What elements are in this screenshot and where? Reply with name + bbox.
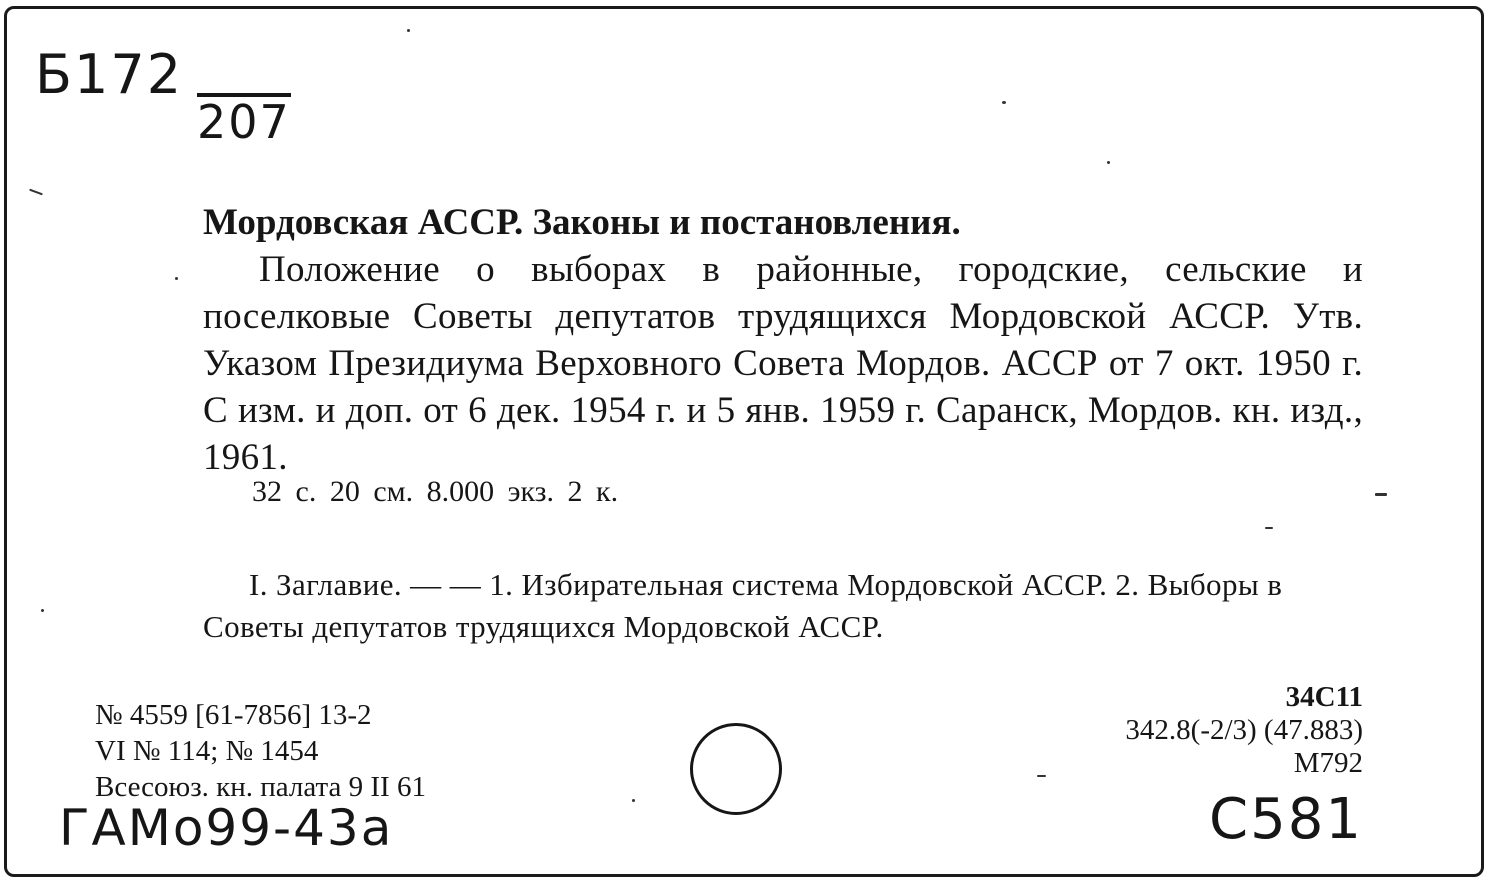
scan-speck	[29, 189, 43, 196]
bibliographic-entry	[203, 199, 1363, 481]
classification-code-3: М792	[1293, 747, 1363, 779]
scan-speck	[175, 277, 178, 280]
handwritten-code: С581	[1209, 787, 1363, 852]
handwritten-shelfmark-top: Б172	[35, 43, 184, 106]
classification-code-2: 342.8(-2/3) (47.883)	[1125, 714, 1363, 746]
classification-block	[1125, 681, 1363, 780]
scan-speck	[1375, 493, 1387, 496]
scan-speck	[632, 799, 635, 802]
scan-speck	[41, 609, 44, 612]
scan-speck	[1107, 161, 1110, 164]
scan-speck	[1002, 101, 1006, 104]
classification-code-1: 34С11	[1285, 681, 1363, 713]
registration-line-1: № 4559 [61-7856] 13-2	[95, 699, 372, 731]
punch-hole	[690, 723, 782, 815]
entry-description: Положение о выборах в районные, городские, сельские и поселковые Советы депутатов трудящихся Мордовской АССР. Утв. Указом Президиума Верховного Совета Мордов. АССР от 7 окт. 1950 г. С изм. и доп. от 6 дек. 1954 г. и 5 янв. 1959 г. Саранск, Мордов. кн. изд., 1961.	[203, 249, 1363, 478]
scan-speck	[1037, 775, 1046, 777]
handwritten-shelfmark-bottom: 207	[197, 95, 291, 149]
handwritten-inventory-number: ГАМо99-43а	[59, 799, 394, 857]
entry-heading: Мордовская АССР. Законы и постановления.	[203, 202, 961, 243]
scan-speck	[407, 29, 410, 32]
physical-description: 32 с. 20 см. 8.000 экз. 2 к.	[252, 475, 619, 508]
subject-tracings: I. Заглавие. — — 1. Избирательная система Мордовской АССР. 2. Выборы в Советы депутатов трудящихся Мордовской АССР.	[203, 567, 1283, 644]
scan-speck	[1265, 527, 1273, 529]
registration-line-3: Всесоюз. кн. палата 9 II 61	[95, 771, 426, 803]
registration-block	[95, 697, 426, 805]
registration-line-2: VI № 114; № 1454	[95, 735, 319, 767]
catalog-card	[4, 6, 1484, 877]
